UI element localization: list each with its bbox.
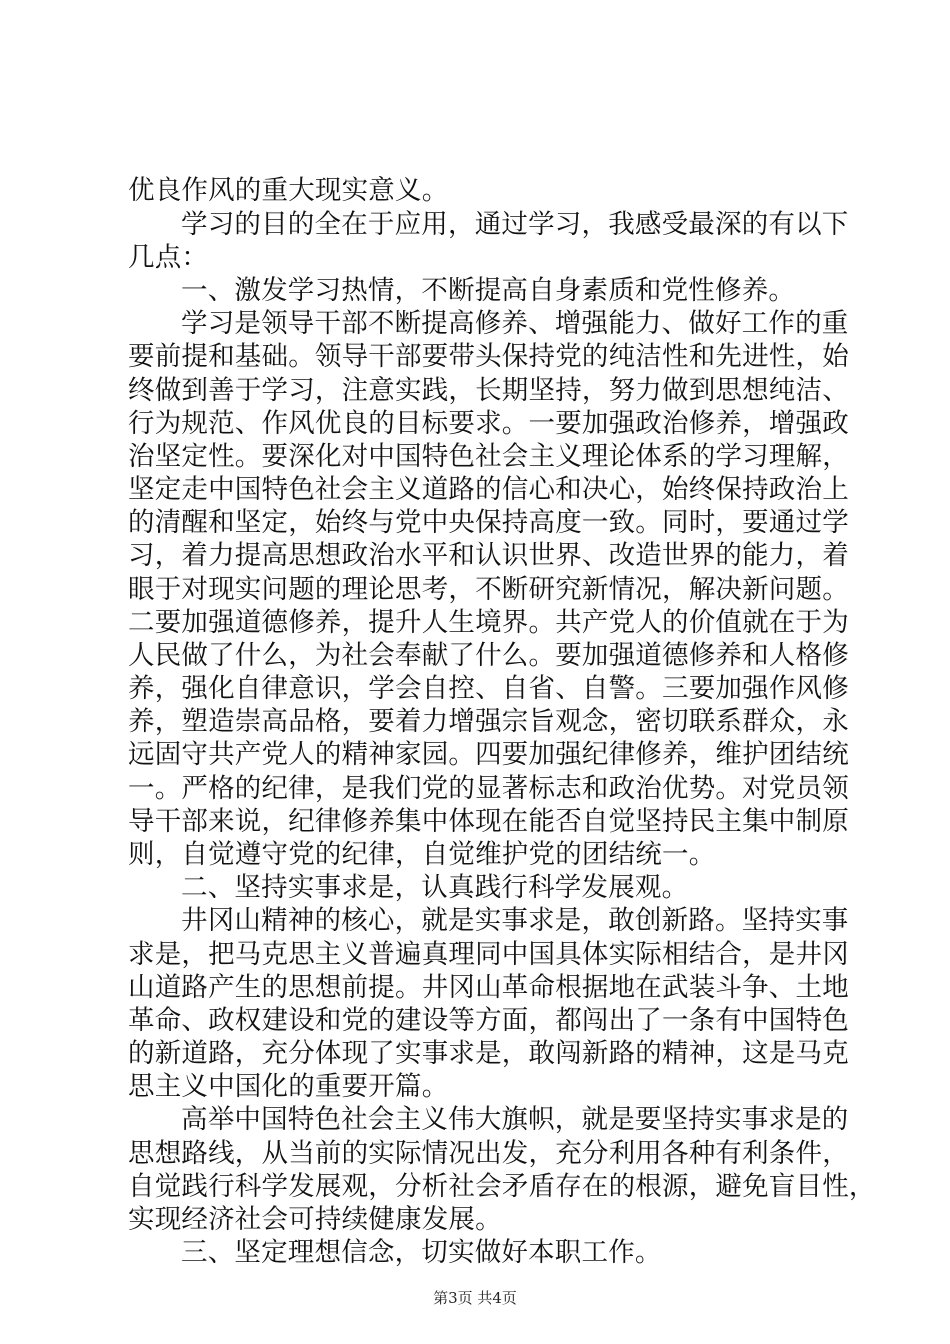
page-number-footer: 第3页 共4页 xyxy=(433,1289,517,1307)
text-line: 眼于对现实问题的理论思考，不断研究新情况，解决新问题。 xyxy=(128,574,849,605)
text-line: 养，塑造崇高品格，要着力增强宗旨观念，密切联系群众，永 xyxy=(128,706,849,737)
text-line: 养，强化自律意识，学会自控、自省、自警。三要加强作风修 xyxy=(128,673,849,704)
text-line: 人民做了什么，为社会奉献了什么。要加强道德修养和人格修 xyxy=(128,640,849,671)
text-line: 求是，把马克思主义普遍真理同中国具体实际相结合，是井冈 xyxy=(128,939,849,970)
text-line: 思想路线，从当前的实际情况出发，充分利用各种有利条件， xyxy=(128,1138,849,1169)
text-line: 导干部来说，纪律修养集中体现在能否自觉坚持民主集中制原 xyxy=(128,806,849,837)
text-line: 则，自觉遵守党的纪律，自觉维护党的团结统一。 xyxy=(128,839,716,870)
text-line: 思主义中国化的重要开篇。 xyxy=(128,1071,449,1102)
text-line: 要前提和基础。领导干部要带头保持党的纯洁性和先进性，始 xyxy=(128,341,849,372)
paragraph-start: 学习是领导干部不断提高修养、增强能力、做好工作的重 xyxy=(181,308,849,339)
text-line: 一。严格的纪律，是我们党的显著标志和政治优势。对党员领 xyxy=(128,773,849,804)
text-line: 优良作风的重大现实意义。 xyxy=(128,175,449,206)
section-heading: 一、激发学习热情，不断提高自身素质和党性修养。 xyxy=(181,275,796,306)
text-line: 几点： xyxy=(128,242,209,273)
text-line: 终做到善于学习，注意实践，长期坚持，努力做到思想纯洁、 xyxy=(128,375,849,406)
paragraph-start: 学习的目的全在于应用，通过学习，我感受最深的有以下 xyxy=(181,209,849,240)
section-heading: 三、坚定理想信念，切实做好本职工作。 xyxy=(181,1237,662,1268)
text-line: 革命、政权建设和党的建设等方面，都闯出了一条有中国特色 xyxy=(128,1005,849,1036)
paragraph-start: 井冈山精神的核心，就是实事求是，敢创新路。坚持实事 xyxy=(181,905,849,936)
text-line: 实现经济社会可持续健康发展。 xyxy=(128,1204,502,1235)
paragraph-start: 高举中国特色社会主义伟大旗帜，就是要坚持实事求是的 xyxy=(181,1104,849,1135)
text-line: 二要加强道德修养，提升人生境界。共产党人的价值就在于为 xyxy=(128,607,849,638)
text-line: 远固守共产党人的精神家园。四要加强纪律修养，维护团结统 xyxy=(128,739,849,770)
section-heading: 二、坚持实事求是，认真践行科学发展观。 xyxy=(181,872,689,903)
text-line: 行为规范、作风优良的目标要求。一要加强政治修养，增强政 xyxy=(128,408,849,439)
text-line: 坚定走中国特色社会主义道路的信心和决心，始终保持政治上 xyxy=(128,474,849,505)
text-line: 习，着力提高思想政治水平和认识世界、改造世界的能力，着 xyxy=(128,540,849,571)
text-line: 山道路产生的思想前提。井冈山革命根据地在武装斗争、土地 xyxy=(128,972,849,1003)
text-line: 自觉践行科学发展观，分析社会矛盾存在的根源，避免盲目性， xyxy=(128,1171,876,1202)
text-line: 的清醒和坚定，始终与党中央保持高度一致。同时，要通过学 xyxy=(128,507,849,538)
text-line: 的新道路，充分体现了实事求是，敢闯新路的精神，这是马克 xyxy=(128,1038,849,1069)
text-line: 治坚定性。要深化对中国特色社会主义理论体系的学习理解， xyxy=(128,441,849,472)
